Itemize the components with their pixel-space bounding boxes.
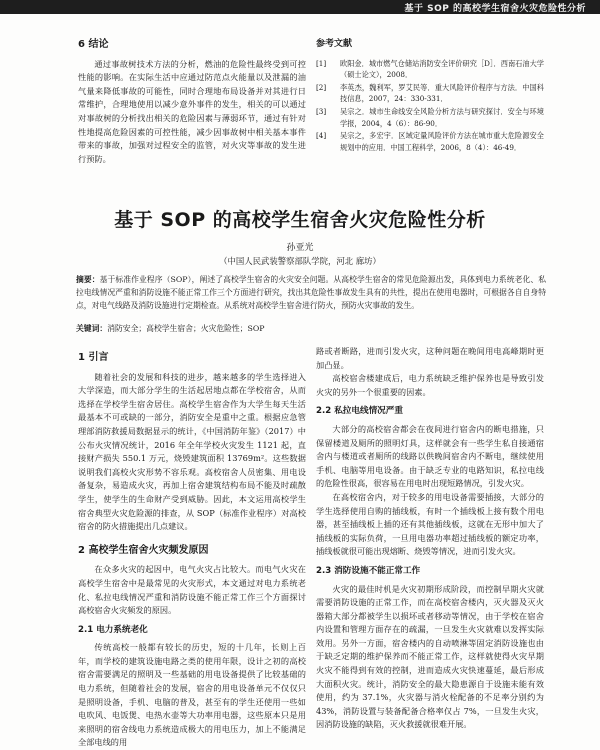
abstract-text: 基于标准作业程序（SOP），阐述了高校学生宿舍的火灾安全问题。从高校学生宿舍的常见危险源出发，具体到电力系统老化、私拉电线情况严重和消防设施不能正常工作三个方面进行研究，找出其危险性事故发生具有的共性，提出在使用电器时，可根据各自自身特点，对电气线路及消防设施进行定期检查。从系统对高校学生宿舍进行防火，预防火灾事故的发生。 [76,275,547,310]
section-2-3-paragraph: 火灾的最佳时机是火灾初期形成阶段，而控制早期火灾就需要消防设施的正常工作，而在高校宿舍楼内，灭火器及灭火器箱大部分都被学生以损坏或者移动等情况，由于学校在宿舍内设置和管理方面存在的疏漏，一旦发生火灾就难以发挥实际效用。另外一方面，宿舍楼内的自动喷淋等固定消防设施也由于缺乏定期的维护保养而不能正常工作，这样就使得火灾早期火灾不能得到有效的控制，进而造成火灾快速蔓延，最后形成大面积火灾。统计，消防安全的最大隐患源自于设施未能有效使用，约为 37.1%，火灾器与消火栓配备的不足率分别约为 43%，消防设置与装备配备合格率仅占 7%，一旦发生火灾，因消防设施的缺陷，灭火救援就很难开展。 [316,583,544,730]
section-2-2-heading: 2.2 私拉电线情况严重 [316,406,403,417]
article-affiliation: （中国人民武装警察部队学院，河北 廊坊） [219,256,381,266]
abstract-label: 摘要： [76,275,100,284]
section-2-paragraph: 在众多火灾的起因中，电气火灾占比较大。而电气火灾在高校学生宿舍中是最常见的火灾形式，本文通过对电力系统老化、私拉电线情况严重和消防设施不能正常工作三个方面探讨高校宿舍火灾频发的原因。 [78,564,306,616]
section-1-paragraph: 随着社会的发展和科技的进步，越来越多的学生选择进入大学深造，而大部分学生的生活起居地点都在学校宿舍，从而选择在学校学生宿舍居住。高校学生宿舍作为大学生每天生活最基本不可或缺的一部分，消防安全是重中之重。根据应急管理部消防救援局数据显示的统计，《中国消防年鉴》（2017）中公布火灾情况统计，2016 年全年学校火灾发生 1121 起，直接财产损失 550.1 万元，烧毁建筑面积 13769m²。这些数据说明我们高校火灾形势不容乐观。高校宿舍人员密集、用电设备复杂，易造成火灾，再加上宿舍建筑结构布局不能及时疏散学生，使学生的生命财产受到威胁。因此，本文运用高校学生宿舍典型火灾危险源的排查，从 SOP（标准作业程序）对高校宿舍的防火措施提出几点建议。 [78,371,306,532]
reference-item [316,58,544,81]
section-1-heading: 1 引言 [78,352,109,363]
article-author: 孙亚光 [286,243,314,253]
reference-item [316,82,544,105]
reference-text: 吴宗之．城市生命线安全风险分析方法与研究探讨．安全与环境学报，2004，4（6）：86-90． [340,106,544,128]
conclusion-section [78,32,306,166]
section-2-3-heading: 2.3 消防设施不能正常工作 [316,565,421,576]
continued-paragraph: 路或者断路，进而引发火灾，这种问题在晚间用电高峰期时更加凸显。 [316,346,544,370]
keywords [76,323,546,335]
section-2-1-heading: 2.1 电力系统老化 [78,624,148,635]
section-2-2-paragraph-2: 在高校宿舍内，对于较多的用电设备需要插接，大部分的学生选择使用自购的插线板，有时一个插线板上接有数个用电器，甚至插线板上插的还有其他插线板，这就在无形中加大了插线板的实际负荷，一旦用电器功率超过插线板的额定功率，插线板就很可能出现熔断、烧毁等情况，进而引发火灾。 [316,491,544,557]
reference-text: 吴宗之，多宏宇．区域定量风险评价方法在城市重大危险源安全规划中的应用．中国工程科学，2006，8（4）：46-49． [340,131,544,152]
body-right-column [316,345,544,732]
running-header-title: 基于 SOP 的高校学生宿舍火灾危险性分析 [404,4,586,14]
reference-number: [4] [316,131,327,141]
body-left-column [78,345,306,750]
continued-paragraph-2: 高校宿舍楼建成后，电力系统缺乏维护保养也是导致引发火灾的另外一个很重要的因素。 [316,373,544,397]
section-2-heading: 2 高校学生宿舍火灾频发原因 [78,544,209,556]
keywords-label: 关键词： [76,324,108,333]
reference-number: [1] [316,58,327,68]
reference-item [316,130,544,153]
reference-number: [2] [316,82,327,92]
section-2-1-paragraph: 传统高校一般都有较长的历史，短的十几年，长则上百年，而学校的建筑设施电路之类的使用年限，设计之初的高校宿舍需要满足的照明及一些基础的用电设备提供了比较基础的电力系统，但随着社会的发展，宿舍的用电设备单元不仅仅只是照明设备，手机、电脑的普及，甚至有的学生还使用一些如电吹风、电饭煲、电热水壶等大功率用电器，这些原本只是用来照明的宿舍线电力系统造成极大的用电压力，加上不能满足全部电线的用 [78,642,306,748]
references-heading: 参考文献 [316,39,353,49]
conclusion-heading: 6 结论 [78,39,109,50]
reference-number: [3] [316,106,327,116]
article-title: 基于 SOP 的高校学生宿舍火灾危险性分析 [114,209,486,231]
running-header-bar [0,0,600,14]
abstract [76,274,546,312]
references-section [316,32,544,154]
reference-text: 李英杰，魏利军，罗艾民等．重大风险评价程序与方法．中国科技信息，2007，24：330-331． [340,82,544,104]
conclusion-paragraph: 通过事故树技术方法的分析，燃油的危险性最终受到可控性能的影响。在实际生活中应通过防范点火能量以及泄漏的油气量来降低事故的可能性，同时合理地布局设备并对其进行日常维护，合理地使用以减少意外事件的发生，相关的可以通过对事故树的分析找出相关的危险因素与薄弱环节，通过有针对性地提高危险因素的可控性能，减少因事故树中相关基本事件带来的事故，加强对过程安全的监管，对火灾等事故的发生进行预防。 [78,58,306,164]
reference-text: 欧阳金．城市燃气仓储站消防安全评价研究［D］．西南石油大学（硕士论文），2008． [340,58,544,80]
keywords-text: 消防安全；高校学生宿舍；火灾危险性；SOP [107,324,265,333]
reference-item [316,106,544,129]
section-2-2-paragraph-1: 大部分的高校宿舍都会在夜间进行宿舍内的断电措施，只保留楼道及厕所的照明灯具，这样就会有一些学生私自接通宿舍内与楼道或者厕所的线路以供晚间宿舍内不断电，继续使用手机、电脑等用电设备。由于缺乏专业的电路知识，私拉电线的危险性很高，很容易在用电时出现短路情况，引发火灾。 [316,423,544,489]
